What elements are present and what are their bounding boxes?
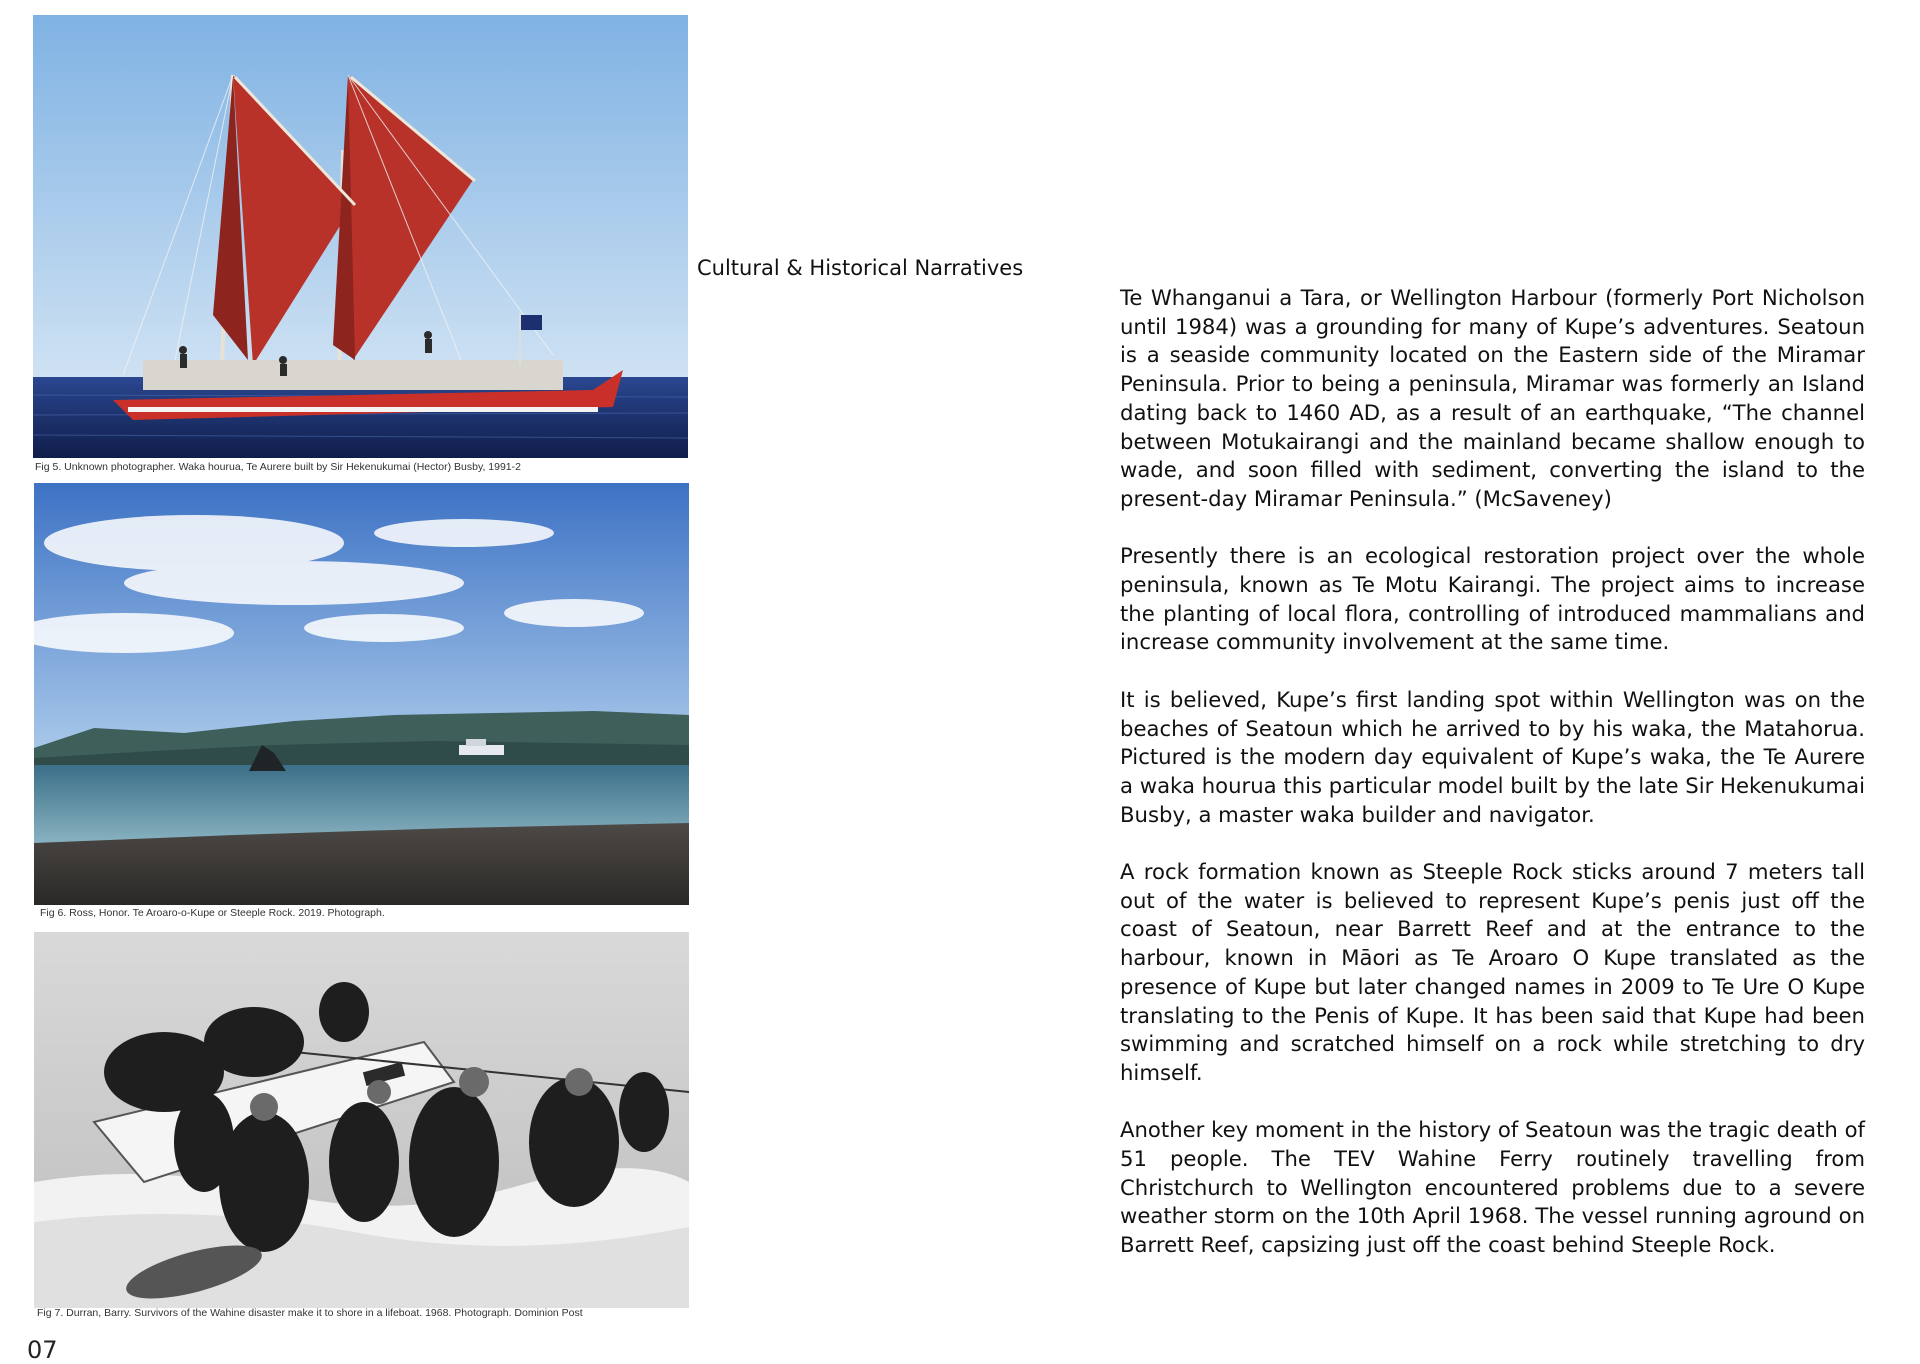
paragraph-harbour-history: Te Whanganui a Tara, or Wellington Harbour (formerly Port Nicholson until 1984) was a grounding for many of Kupe’s adventures. Seatoun is a seaside community located on the Eastern side of the Miramar Peninsula. Prior to being a peninsula, Miramar was formerly an Island dating back to 1460 AD, as a result of an earthquake, “The channel between Motukairangi and the mainland became shallow enough to wade, and soon filled with sediment, converting the island to the present-day Miramar Peninsula.” (McSaveney) [1120, 285, 1865, 511]
body-text [1120, 284, 1865, 1289]
figure-5-waka-photo [33, 15, 688, 458]
figure-7-caption: Fig 7. Durran, Barry. Survivors of the Wahine disaster make it to shore in a lifeboat. 1968. Photograph. Dominion Post [37, 1307, 583, 1319]
paragraph-kupe-landing: It is believed, Kupe’s first landing spot within Wellington was on the beaches of Seatoun which he arrived to by his waka, the Matahorua. Pictured is the modern day equivalent of Kupe’s waka, the Te Aurere a waka hourua this particular model built by the late Sir Hekenukumai Busby, a master waka builder and navigator. [1120, 686, 1865, 827]
section-heading: Cultural & Historical Narratives [697, 256, 1024, 280]
figure-5-caption: Fig 5. Unknown photographer. Waka hourua, Te Aurere built by Sir Hekenukumai (Hector) Busby, 1991-2 [35, 461, 521, 473]
page-number: 07 [27, 1336, 58, 1364]
paragraph-steeple-rock: A rock formation known as Steeple Rock sticks around 7 meters tall out of the water is believed to represent Kupe’s penis just off the coast of Seatoun, near Barrett Reef and at the entrance to the harbour, known in Māori as Te Aroaro O Kupe translated as the presence of Kupe but later changed names in 2009 to Te Ure O Kupe translating to the Penis of Kupe. It has been said that Kupe had been swimming and scratched himself on a rock while stretching to dry himself. [1120, 859, 1865, 1085]
figure-6-caption: Fig 6. Ross, Honor. Te Aroaro-o-Kupe or Steeple Rock. 2019. Photograph. [40, 907, 385, 919]
steeple-rock-photo-image [34, 483, 689, 905]
figure-7-wahine-survivors-photo [34, 932, 689, 1308]
paragraph-wahine-disaster: Another key moment in the history of Seatoun was the tragic death of 51 people. The TEV Wahine Ferry routinely travelling from Christchurch to Wellington encountered problems due to a severe weather storm on the 10th April 1968. The vessel running aground on Barrett Reef, capsizing just off the coast behind Steeple Rock. [1120, 1117, 1865, 1258]
paragraph-ecological-restoration: Presently there is an ecological restoration project over the whole peninsula, known as Te Motu Kairangi. The project aims to increase the planting of local flora, controlling of introduced mammalians and increase community involvement at the same time. [1120, 543, 1865, 655]
figure-6-steeple-rock-photo [34, 483, 689, 905]
waka-photo-image [33, 15, 688, 458]
wahine-survivors-photo-image [34, 932, 689, 1308]
